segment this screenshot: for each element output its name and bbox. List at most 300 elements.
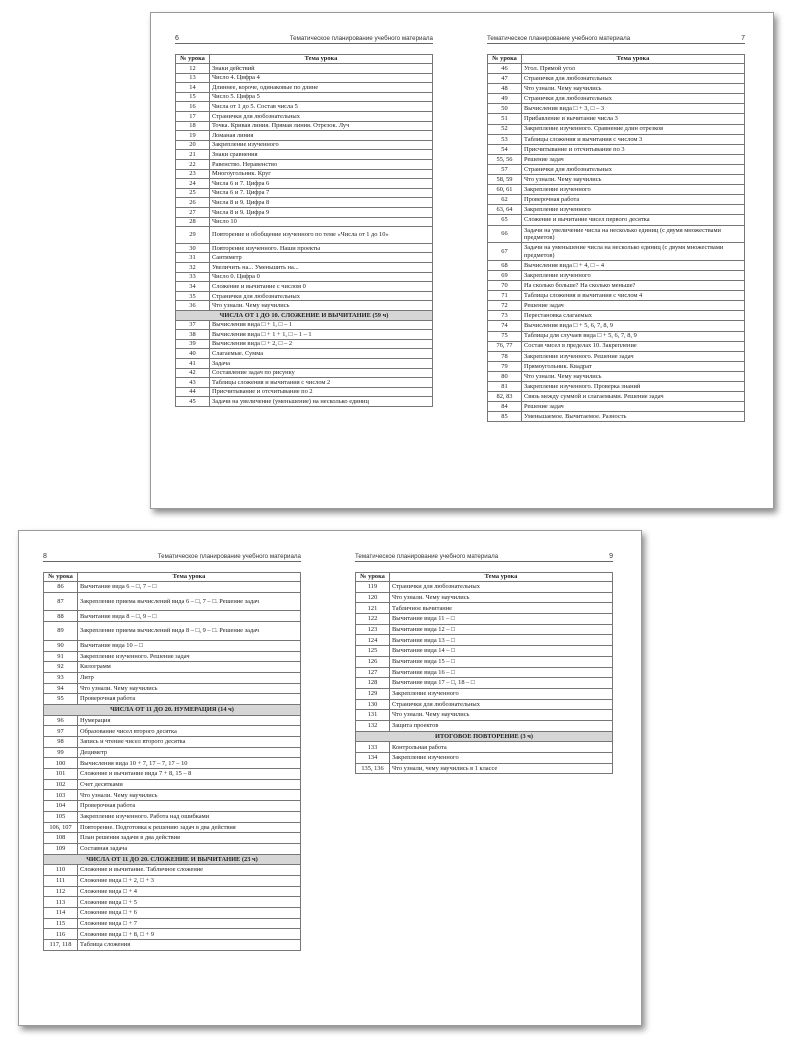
table-row (44, 694, 301, 705)
lesson-number: 19 (176, 131, 210, 141)
column-header-number: № урока (44, 573, 78, 582)
lesson-number: 32 (176, 263, 210, 273)
lesson-topic: Сложение вида □ + 4 (78, 886, 301, 897)
lesson-topic: Числа 6 и 7. Цифра 7 (210, 188, 433, 198)
lesson-topic: Вычисления вида □ + 4, □ – 4 (522, 260, 745, 270)
lesson-topic: Сантиметр (210, 253, 433, 263)
table-row (176, 349, 433, 359)
lesson-topic: Образование чисел второго десятка (78, 726, 301, 737)
lesson-number: 30 (176, 243, 210, 253)
running-header (355, 551, 613, 562)
lesson-topic: Закрепление изученного. Решение задач (522, 351, 745, 361)
lesson-topic: Контрольная работа (390, 742, 613, 753)
lesson-number: 82, 83 (488, 392, 522, 402)
table-row (488, 281, 745, 291)
lesson-number: 102 (44, 779, 78, 790)
lesson-topic: Знаки действий (210, 64, 433, 74)
lesson-number: 50 (488, 104, 522, 114)
lesson-number: 127 (356, 667, 390, 678)
table-row (176, 111, 433, 121)
lesson-topic: Слагаемые. Сумма (210, 349, 433, 359)
table-row (356, 582, 613, 593)
section-heading: ИТОГОВОЕ ПОВТОРЕНИЕ (3 ч) (356, 731, 613, 742)
lesson-topic: Решение задач (522, 301, 745, 311)
lesson-number: 25 (176, 188, 210, 198)
lesson-topic: Вычисления вида □ + 1 + 1, □ – 1 – 1 (210, 330, 433, 340)
lesson-table (355, 572, 613, 774)
table-row (488, 321, 745, 331)
lesson-topic: Что узнали. Чему научились (522, 371, 745, 381)
table-row (488, 243, 745, 261)
table-row (44, 769, 301, 780)
lesson-number: 47 (488, 74, 522, 84)
table-row (44, 811, 301, 822)
table-header-row (176, 55, 433, 64)
table-row (488, 84, 745, 94)
lesson-topic: Вычитание вида 8 – □, 9 – □ (78, 611, 301, 622)
lesson-number: 31 (176, 253, 210, 263)
table-row (356, 678, 613, 689)
lesson-number: 130 (356, 699, 390, 710)
table-row (44, 875, 301, 886)
lesson-topic: Знаки сравнения (210, 150, 433, 160)
lesson-topic: Ломаная линия (210, 131, 433, 141)
lesson-topic: Решение задач (522, 154, 745, 164)
table-row (176, 227, 433, 244)
lesson-topic: Сложение и вычитание вида 7 + 8, 15 – 8 (78, 769, 301, 780)
lesson-number: 51 (488, 114, 522, 124)
lesson-topic: Уменьшаемое. Вычитаемое. Разность (522, 412, 745, 422)
table-row (488, 104, 745, 114)
table-row (44, 622, 301, 641)
table-row (488, 175, 745, 185)
lesson-topic: Проверочная работа (78, 694, 301, 705)
table-row (44, 886, 301, 897)
table-row (356, 624, 613, 635)
running-title: Тематическое планирование учебного материала (487, 35, 631, 42)
column-header-topic: Тема урока (522, 55, 745, 64)
table-row (356, 592, 613, 603)
lesson-topic: Странички для любознательных (390, 582, 613, 593)
lesson-topic: Вычитание вида 10 – □ (78, 640, 301, 651)
table-row (488, 301, 745, 311)
lesson-number: 88 (44, 611, 78, 622)
lesson-topic: Закрепление изученного (522, 205, 745, 215)
lesson-topic: Что узнали. Чему научились (78, 790, 301, 801)
lesson-number: 26 (176, 198, 210, 208)
table-row (176, 83, 433, 93)
lesson-topic: Странички для любознательных (390, 699, 613, 710)
lesson-topic: Закрепление изученного. Решение задач (78, 651, 301, 662)
lesson-topic: План решения задачи в два действия (78, 833, 301, 844)
lesson-number: 106, 107 (44, 822, 78, 833)
table-row (488, 215, 745, 225)
lesson-topic: Проверочная работа (522, 195, 745, 205)
lesson-topic: Что узнали, чему научились в 1 классе (390, 763, 613, 774)
lesson-number: 110 (44, 865, 78, 876)
lesson-number: 134 (356, 753, 390, 764)
lesson-topic: Вычитание вида 13 – □ (390, 635, 613, 646)
lesson-number: 45 (176, 397, 210, 407)
column-header-number: № урока (176, 55, 210, 64)
table-row (44, 611, 301, 622)
table-row (44, 651, 301, 662)
table-row (488, 154, 745, 164)
table-row (488, 351, 745, 361)
lesson-number: 101 (44, 769, 78, 780)
lesson-number: 105 (44, 811, 78, 822)
lesson-topic: Вычисления вида □ + 3, □ – 3 (522, 104, 745, 114)
table-row (488, 291, 745, 301)
lesson-topic: Дециметр (78, 747, 301, 758)
lesson-number: 135, 136 (356, 763, 390, 774)
table-row (488, 412, 745, 422)
lesson-number: 87 (44, 592, 78, 611)
table-row (44, 683, 301, 694)
table-row (488, 260, 745, 270)
table-header-row (356, 573, 613, 582)
lesson-topic: Вычитание вида 15 – □ (390, 656, 613, 667)
lesson-topic: Вычисления вида 10 + 7, 17 – 7, 17 – 10 (78, 758, 301, 769)
lesson-number: 113 (44, 897, 78, 908)
section-heading-row (44, 704, 301, 715)
table-row (488, 124, 745, 134)
table-row (488, 114, 745, 124)
lesson-number: 94 (44, 683, 78, 694)
table-row (488, 164, 745, 174)
lesson-number: 120 (356, 592, 390, 603)
lesson-number: 98 (44, 737, 78, 748)
lesson-number: 104 (44, 801, 78, 812)
lesson-topic: Вычитание вида 17 – □, 18 – □ (390, 678, 613, 689)
lesson-number: 78 (488, 351, 522, 361)
table-row (44, 908, 301, 919)
lesson-topic: Запись и чтение чисел второго десятка (78, 737, 301, 748)
lesson-number: 123 (356, 624, 390, 635)
lesson-topic: Повторение. Подготовка к решению задач в два действия (78, 822, 301, 833)
lesson-number: 49 (488, 94, 522, 104)
lesson-topic: Сложение вида □ + 7 (78, 918, 301, 929)
table-row (488, 144, 745, 154)
table-row (176, 263, 433, 273)
lesson-topic: Число 4. Цифра 4 (210, 73, 433, 83)
lesson-table (487, 54, 745, 422)
lesson-topic: Счет десятками (78, 779, 301, 790)
lesson-number: 85 (488, 412, 522, 422)
lesson-topic: Числа 8 и 9. Цифра 9 (210, 207, 433, 217)
lesson-number: 63, 64 (488, 205, 522, 215)
lesson-topic: Угол. Прямой угол (522, 64, 745, 74)
lesson-number: 84 (488, 402, 522, 412)
column-header-number: № урока (356, 573, 390, 582)
table-row (176, 179, 433, 189)
lesson-topic: Присчитывание и отсчитывание по 2 (210, 387, 433, 397)
table-row (488, 402, 745, 412)
lesson-number: 116 (44, 929, 78, 940)
table-row (356, 656, 613, 667)
table-header-row (44, 573, 301, 582)
table-row (488, 74, 745, 84)
table-row (176, 320, 433, 330)
table-row (44, 672, 301, 683)
lesson-number: 53 (488, 134, 522, 144)
lesson-topic: Задачи на уменьшение числа на несколько единиц (с двумя множествами предметов) (522, 243, 745, 261)
lesson-number: 37 (176, 320, 210, 330)
lesson-topic: Что узнали. Чему научились (522, 175, 745, 185)
lesson-number: 39 (176, 339, 210, 349)
lesson-number: 99 (44, 747, 78, 758)
lesson-topic: Вычитание вида 16 – □ (390, 667, 613, 678)
lesson-number: 48 (488, 84, 522, 94)
page-number: 8 (43, 553, 47, 560)
table-row (44, 715, 301, 726)
lesson-number: 54 (488, 144, 522, 154)
table-row (44, 758, 301, 769)
lesson-number: 46 (488, 64, 522, 74)
table-row (44, 822, 301, 833)
table-row (488, 381, 745, 391)
lesson-number: 17 (176, 111, 210, 121)
table-row (44, 737, 301, 748)
lesson-topic: Многоугольник. Круг (210, 169, 433, 179)
lesson-number: 71 (488, 291, 522, 301)
table-row (356, 688, 613, 699)
lesson-topic: Длиннее, короче, одинаковые по длине (210, 83, 433, 93)
running-title: Тематическое планирование учебного материала (157, 553, 301, 560)
lesson-number: 60, 61 (488, 185, 522, 195)
table-row (176, 92, 433, 102)
lesson-number: 108 (44, 833, 78, 844)
lesson-number: 103 (44, 790, 78, 801)
table-row (44, 801, 301, 812)
lesson-topic: Что узнали. Чему научились (210, 301, 433, 311)
table-row (44, 897, 301, 908)
lesson-topic: Точка. Кривая линия. Прямая линия. Отрезок. Луч (210, 121, 433, 131)
lesson-topic: Связь между суммой и слагаемыми. Решение задач (522, 392, 745, 402)
book-spread-pages-8-9 (18, 530, 642, 1026)
lesson-number: 79 (488, 361, 522, 371)
table-row (356, 742, 613, 753)
section-heading: ЧИСЛА ОТ 11 ДО 20. НУМЕРАЦИЯ (14 ч) (44, 704, 301, 715)
lesson-number: 34 (176, 282, 210, 292)
lesson-topic: Таблицы сложения и вычитания с числом 2 (210, 378, 433, 388)
table-row (176, 397, 433, 407)
lesson-number: 52 (488, 124, 522, 134)
lesson-topic: Странички для любознательных (522, 74, 745, 84)
lesson-number: 128 (356, 678, 390, 689)
lesson-number: 35 (176, 291, 210, 301)
lesson-number: 119 (356, 582, 390, 593)
lesson-number: 89 (44, 622, 78, 641)
table-row (176, 272, 433, 282)
table-row (356, 646, 613, 657)
lesson-topic: Проверочная работа (78, 801, 301, 812)
lesson-topic: Странички для любознательных (210, 291, 433, 301)
lesson-number: 92 (44, 662, 78, 673)
lesson-topic: Защита проектов (390, 720, 613, 731)
table-row (176, 301, 433, 311)
lesson-number: 44 (176, 387, 210, 397)
lesson-topic: Таблицы сложения и вычитания с числом 4 (522, 291, 745, 301)
page-number: 6 (175, 35, 179, 42)
table-row (488, 311, 745, 321)
lesson-number: 97 (44, 726, 78, 737)
table-row (488, 205, 745, 215)
running-header (487, 33, 745, 44)
lesson-topic: Сложение вида □ + 2, □ + 3 (78, 875, 301, 886)
table-row (44, 640, 301, 651)
table-row (356, 614, 613, 625)
page-6 (175, 33, 433, 407)
lesson-topic: Нумерация (78, 715, 301, 726)
lesson-topic: Закрепление изученного. Сравнение длин отрезков (522, 124, 745, 134)
table-row (44, 592, 301, 611)
running-header (175, 33, 433, 44)
lesson-number: 117, 118 (44, 940, 78, 951)
lesson-number: 27 (176, 207, 210, 217)
table-row (44, 940, 301, 951)
lesson-number: 12 (176, 64, 210, 74)
lesson-topic: Задача (210, 359, 433, 369)
lesson-topic: Закрепление изученного. Работа над ошибками (78, 811, 301, 822)
lesson-rows (488, 64, 745, 422)
lesson-number: 129 (356, 688, 390, 699)
lesson-topic: Составная задача (78, 843, 301, 854)
table-row (44, 790, 301, 801)
table-row (44, 833, 301, 844)
lesson-number: 13 (176, 73, 210, 83)
column-header-topic: Тема урока (210, 55, 433, 64)
lesson-number: 109 (44, 843, 78, 854)
lesson-topic: Сложение и вычитание чисел первого десятка (522, 215, 745, 225)
lesson-number: 21 (176, 150, 210, 160)
lesson-topic: Число 10 (210, 217, 433, 227)
lesson-number: 86 (44, 582, 78, 593)
lesson-number: 131 (356, 710, 390, 721)
lesson-topic: Закрепление изученного (390, 753, 613, 764)
lesson-topic: Литр (78, 672, 301, 683)
lesson-topic: Число 0. Цифра 0 (210, 272, 433, 282)
page-7 (487, 33, 745, 422)
lesson-number: 42 (176, 368, 210, 378)
lesson-number: 38 (176, 330, 210, 340)
lesson-number: 96 (44, 715, 78, 726)
running-title: Тематическое планирование учебного материала (289, 35, 433, 42)
lesson-table (43, 572, 301, 951)
table-row (176, 378, 433, 388)
lesson-number: 133 (356, 742, 390, 753)
page-8 (43, 551, 301, 951)
column-header-topic: Тема урока (390, 573, 613, 582)
lesson-topic: Странички для любознательных (522, 164, 745, 174)
lesson-topic: Табличное вычитание (390, 603, 613, 614)
table-row (356, 699, 613, 710)
table-row (44, 747, 301, 758)
lesson-number: 124 (356, 635, 390, 646)
lesson-topic: Состав чисел в пределах 10. Закрепление (522, 341, 745, 351)
lesson-number: 70 (488, 281, 522, 291)
lesson-topic: Вычитание вида 11 – □ (390, 614, 613, 625)
lesson-topic: Таблица сложения (78, 940, 301, 951)
lesson-topic: Закрепление приема вычислений вида 8 – □, 9 – □. Решение задач (78, 622, 301, 641)
table-row (176, 243, 433, 253)
lesson-topic: Перестановка слагаемых (522, 311, 745, 321)
table-row (176, 217, 433, 227)
lesson-topic: Вычитание вида 12 – □ (390, 624, 613, 635)
lesson-number: 132 (356, 720, 390, 731)
table-row (176, 131, 433, 141)
table-row (488, 331, 745, 341)
table-row (488, 341, 745, 351)
lesson-topic: Прибавление и вычитание числа 3 (522, 114, 745, 124)
table-row (488, 392, 745, 402)
lesson-topic: Сложение вида □ + 6 (78, 908, 301, 919)
lesson-number: 14 (176, 83, 210, 93)
lesson-number: 67 (488, 243, 522, 261)
table-row (488, 195, 745, 205)
table-row (44, 929, 301, 940)
table-row (176, 169, 433, 179)
lesson-number: 126 (356, 656, 390, 667)
lesson-number: 43 (176, 378, 210, 388)
lesson-number: 75 (488, 331, 522, 341)
lesson-number: 100 (44, 758, 78, 769)
table-row (488, 371, 745, 381)
column-header-number: № урока (488, 55, 522, 64)
running-header (43, 551, 301, 562)
table-row (176, 73, 433, 83)
lesson-rows (356, 582, 613, 774)
lesson-number: 114 (44, 908, 78, 919)
lesson-number: 91 (44, 651, 78, 662)
lesson-topic: Закрепление изученного (390, 688, 613, 699)
lesson-number: 76, 77 (488, 341, 522, 351)
lesson-topic: Вычитание вида 6 – □, 7 – □ (78, 582, 301, 593)
table-row (44, 779, 301, 790)
table-row (44, 843, 301, 854)
lesson-number: 74 (488, 321, 522, 331)
column-header-topic: Тема урока (78, 573, 301, 582)
lesson-number: 115 (44, 918, 78, 929)
lesson-topic: Странички для любознательных (522, 94, 745, 104)
page-9 (355, 551, 613, 774)
lesson-number: 29 (176, 227, 210, 244)
lesson-topic: Что узнали. Чему научились (522, 84, 745, 94)
lesson-rows (176, 64, 433, 407)
table-header-row (488, 55, 745, 64)
lesson-number: 72 (488, 301, 522, 311)
table-row (488, 134, 745, 144)
lesson-topic: Сложение и вычитание с числом 0 (210, 282, 433, 292)
lesson-topic: Закрепление изученного (522, 185, 745, 195)
lesson-table (175, 54, 433, 407)
lesson-topic: Число 5. Цифра 5 (210, 92, 433, 102)
table-row (176, 330, 433, 340)
lesson-number: 16 (176, 102, 210, 112)
lesson-number: 65 (488, 215, 522, 225)
lesson-topic: Числа от 1 до 5. Состав числа 5 (210, 102, 433, 112)
lesson-topic: Таблицы для случаев вида □ + 5, 6, 7, 8, 9 (522, 331, 745, 341)
lesson-topic: Числа 6 и 7. Цифра 6 (210, 179, 433, 189)
lesson-topic: Что узнали. Чему научились (390, 710, 613, 721)
lesson-topic: Вычитание вида 14 – □ (390, 646, 613, 657)
lesson-topic: Повторение и обобщение изученного по теме «Числа от 1 до 10» (210, 227, 433, 244)
lesson-number: 93 (44, 672, 78, 683)
table-row (488, 64, 745, 74)
lesson-topic: Закрепление приема вычислений вида 6 – □, 7 – □. Решение задач (78, 592, 301, 611)
lesson-number: 55, 56 (488, 154, 522, 164)
lesson-number: 28 (176, 217, 210, 227)
